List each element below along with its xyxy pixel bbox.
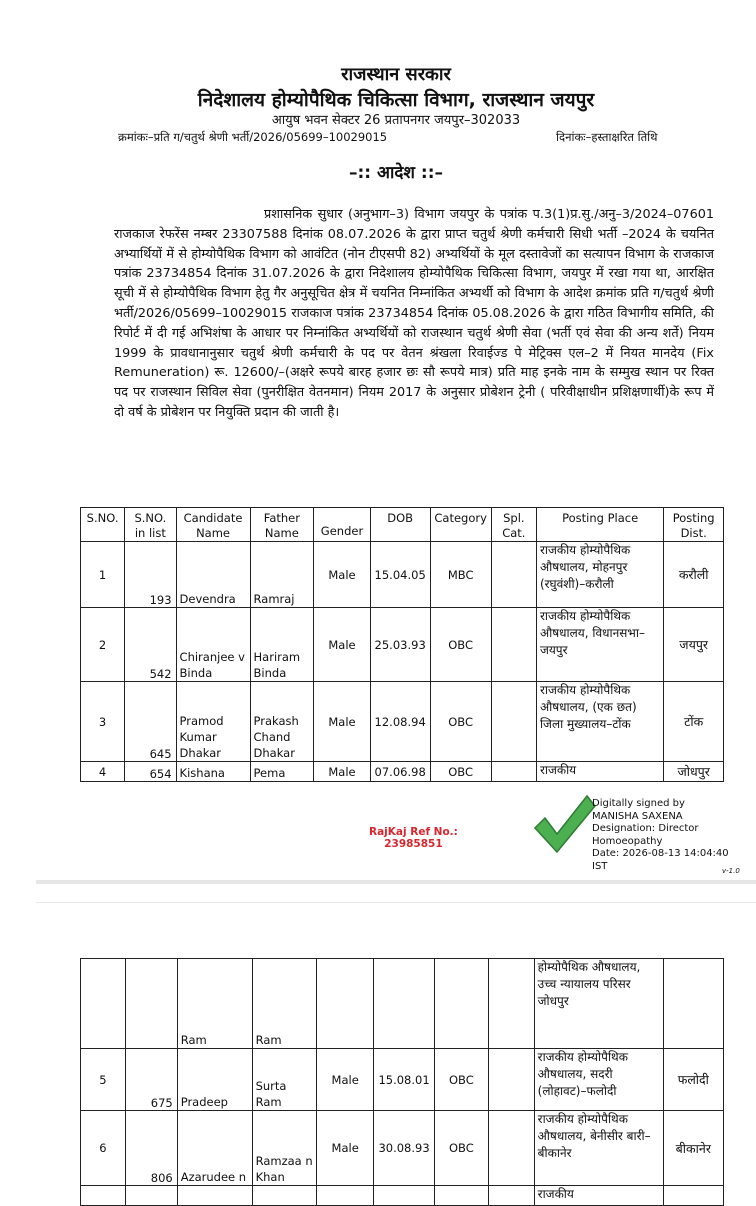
table-row: [81, 959, 724, 1049]
cell-gender: [317, 1186, 374, 1206]
table-row: [81, 762, 724, 782]
col-dob: DOB: [370, 508, 430, 542]
cell-sno: 1: [81, 542, 125, 608]
cell-posting-dist: [663, 1186, 723, 1206]
cell-category: MBC: [430, 542, 491, 608]
cell-list-no: 806: [125, 1111, 177, 1186]
cell-list-no: [125, 1186, 177, 1206]
sig-line-6: IST: [592, 860, 608, 872]
cell-category: [434, 959, 488, 1049]
cell-father: Ramzaa n Khan: [252, 1111, 316, 1186]
cell-gender: Male: [314, 608, 371, 682]
cell-spl-cat: [491, 608, 536, 682]
cell-gender: [317, 959, 374, 1049]
rajkaj-label: RajKaj Ref No.:: [369, 826, 458, 838]
cell-dob: 12.08.94: [370, 682, 430, 762]
cell-dob: [374, 959, 435, 1049]
cell-sno: 3: [81, 682, 125, 762]
cell-spl-cat: [488, 1111, 534, 1186]
cell-sno: 6: [81, 1111, 126, 1186]
cell-gender: Male: [317, 1111, 374, 1186]
col-posting-dist: Posting Dist.: [664, 508, 724, 542]
cell-dob: 15.08.01: [374, 1049, 435, 1111]
checkmark-icon: [531, 790, 599, 860]
table-row: [81, 682, 724, 762]
table-row: [81, 542, 724, 608]
reference-number: क्रमांकः–प्रति ग/चतुर्थ श्रेणी भर्ती/2026/05699–10029015: [118, 130, 388, 144]
cell-list-no: [125, 959, 177, 1049]
cell-sno: 5: [81, 1049, 126, 1111]
table-row: [81, 1111, 724, 1186]
cell-dob: 15.04.05: [370, 542, 430, 608]
col-spl-cat: Spl. Cat.: [491, 508, 536, 542]
rajkaj-number: 23985851: [384, 838, 443, 850]
cell-dob: 07.06.98: [370, 762, 430, 782]
cell-father: Pema: [250, 762, 314, 782]
cell-list-no: 645: [125, 682, 176, 762]
cell-posting-dist: फलोदी: [663, 1049, 723, 1111]
cell-posting-place: राजकीय होम्योपैथिक औषधालय, (एक छत) जिला मुख्यालय–टोंक: [536, 682, 663, 762]
cell-father: [252, 1186, 316, 1206]
address-line: आयुष भवन सेक्टर 26 प्रतापनगर जयपुर–302033: [271, 113, 521, 128]
cell-category: OBC: [430, 682, 491, 762]
col-father: Father Name: [250, 508, 314, 542]
table-header-row: [81, 508, 724, 542]
cell-posting-dist: टोंक: [664, 682, 724, 762]
sig-line-2: MANISHA SAXENA: [592, 810, 683, 822]
sig-line-3: Designation: Director: [592, 823, 699, 834]
cell-posting-place: राजकीय होम्योपैथिक औषधालय, मोहनपुर (रघुवंशी)–करौली: [536, 542, 663, 608]
cell-posting-place: राजकीय होम्योपैथिक औषधालय, बेनीसीर बारी–बीकानेर: [534, 1111, 663, 1186]
order-page-1: [36, 0, 756, 884]
col-posting-place: Posting Place: [536, 508, 663, 542]
cell-father: Hariram Binda: [250, 608, 314, 682]
cell-posting-dist: [663, 959, 723, 1049]
rajkaj-ref: [369, 826, 458, 850]
sig-line-5: Date: 2026-08-13 14:04:40: [592, 848, 729, 859]
cell-posting-dist: करौली: [664, 542, 724, 608]
cell-dob: 30.08.93: [374, 1111, 435, 1186]
cell-category: [434, 1186, 488, 1206]
sig-line-1: Digitally signed by: [592, 798, 685, 809]
cell-sno: [81, 959, 126, 1049]
order-page-2: [36, 902, 756, 1201]
cell-candidate: Pramod Kumar Dhakar: [176, 682, 250, 762]
cell-father: Surta Ram: [252, 1049, 316, 1111]
govt-heading: राजस्थान सरकार: [341, 64, 451, 85]
version-label: v-1.0: [722, 867, 740, 875]
cell-gender: Male: [314, 762, 371, 782]
order-title: –:: आदेश ::–: [349, 163, 443, 183]
cell-dob: 25.03.93: [370, 608, 430, 682]
cell-candidate: Kishana: [176, 762, 250, 782]
cell-sno: 2: [81, 608, 125, 682]
cell-candidate: Devendra: [176, 542, 250, 608]
cell-candidate: [177, 1186, 252, 1206]
cell-category: OBC: [434, 1049, 488, 1111]
sig-line-4: Homoeopathy: [592, 835, 663, 847]
department-heading: निदेशालय होम्योपैथिक चिकित्सा विभाग, राजस्थान जयपुर: [197, 89, 595, 111]
cell-spl-cat: [491, 682, 536, 762]
order-date: दिनांकः–हस्ताक्षरित तिथि: [556, 130, 658, 144]
cell-posting-place: राजकीय होम्योपैथिक औषधालय, विधानसभा–जयपुर: [536, 608, 663, 682]
col-category: Category: [430, 508, 491, 542]
col-sno-list: S.NO. in list: [125, 508, 176, 542]
cell-gender: Male: [317, 1049, 374, 1111]
cell-list-no: 193: [125, 542, 176, 608]
page-gap: [0, 884, 756, 902]
cell-posting-place: होम्योपैथिक औषधालय, उच्च न्यायालय परिसर जोधपुर: [534, 959, 663, 1049]
table-row: [81, 1049, 724, 1111]
cell-father: Ram: [252, 959, 316, 1049]
cell-dob: [374, 1186, 435, 1206]
cell-posting-place: राजकीय: [534, 1186, 663, 1206]
cell-spl-cat: [488, 1049, 534, 1111]
col-candidate: Candidate Name: [176, 508, 250, 542]
cell-category: OBC: [430, 762, 491, 782]
order-body-paragraph: प्रशासनिक सुधार (अनुभाग–3) विभाग जयपुर के पत्रांक प.3(1)प्र.सु./अनु–3/2024–07601 राजकाज रेफरेंस नम्बर 23307588 दिनांक 08.07.2026 के द्वारा प्राप्त चतुर्थ श्रेणी कर्मचारी सिधी भर्ती –2024 के चयनित अभ्यार्थियों में से होम्योपैथिक विभाग को आवंटित (नोन टीएसपी 82) अभ्यर्थियों के मूल दस्तावेजों का सत्यापन विभाग के राजकाज पत्रांक 23734854 दिनांक 31.07.2026 के द्वारा निदेशालय होम्योपैथिक चिकित्सा विभाग, जयपुर में रखा गया था, आरक्षित सूची में से होम्योपैथिक विभाग हेतु गैर अनुसूचित क्षेत्र में चयनित निम्नांकित अभ्यर्थी को विभाग के आदेश क्रमांक प्रति ग/चतुर्थ श्रेणी भर्ती/2026/05699–10029015 राजकाज पत्रांक 23734854 दिनांक 05.08.2026 के द्वारा गठित विभागीय समिति, की रिपोर्ट में दी गई अभिशंषा के आधार पर निम्नांकित अभ्यर्थियों को राजस्थान चतुर्थ श्रेणी सेवा (भर्ती एवं सेवा की अन्य शर्ते) नियम 1999 के प्रावधानानुसार चतुर्थ श्रेणी कर्मचारी के पद पर वेतन श्रंखला रिवाईज्ड पे मेट्रिक्स एल–2 में नियत मानदेय (Fix Remuneration) रू. 12600/–(अक्षरे रूपये बारह हजार छः सौ रूपये मात्र) प्रति माह इनके नाम के सम्मुख स्थान पर रिक्त पद पर राजस्थान सिविल सेवा (पुनरीक्षित वेतनमान) नियम 2017 के अनुसार प्रोबेशन ट्रेनी ( परिवीक्षाधीन प्रशिक्षणार्थी)के रूप में दो वर्ष के प्रोबेशन पर नियुक्ति प्रदान की जाती है।: [114, 207, 714, 420]
cell-spl-cat: [488, 1186, 534, 1206]
cell-spl-cat: [491, 762, 536, 782]
cell-candidate: Chiranjee v Binda: [176, 608, 250, 682]
col-gender: Gender: [314, 508, 371, 542]
cell-posting-dist: जोधपुर: [664, 762, 724, 782]
cell-gender: Male: [314, 682, 371, 762]
candidate-table-continued: [80, 958, 724, 1206]
cell-candidate: Pradeep: [177, 1049, 252, 1111]
cell-gender: Male: [314, 542, 371, 608]
cell-father: Prakash Chand Dhakar: [250, 682, 314, 762]
cell-list-no: 654: [125, 762, 176, 782]
cell-sno: 4: [81, 762, 125, 782]
cell-spl-cat: [491, 542, 536, 608]
cell-posting-place: राजकीय होम्योपैथिक औषधालय, सदरी (लोहावट)–फलोदी: [534, 1049, 663, 1111]
table-row: [81, 608, 724, 682]
cell-father: Ramraj: [250, 542, 314, 608]
cell-spl-cat: [488, 959, 534, 1049]
cell-list-no: 542: [125, 608, 176, 682]
cell-posting-dist: बीकानेर: [663, 1111, 723, 1186]
cell-category: OBC: [434, 1111, 488, 1186]
cell-posting-dist: जयपुर: [664, 608, 724, 682]
col-sno: S.NO.: [81, 508, 125, 542]
cell-category: OBC: [430, 608, 491, 682]
candidate-table: [80, 507, 724, 782]
cell-list-no: 675: [125, 1049, 177, 1111]
cell-sno: [81, 1186, 126, 1206]
table-row: [81, 1186, 724, 1206]
cell-candidate: Ram: [177, 959, 252, 1049]
cell-posting-place: राजकीय: [536, 762, 663, 782]
cell-candidate: Azarudee n: [177, 1111, 252, 1186]
digital-signature: [592, 798, 729, 873]
